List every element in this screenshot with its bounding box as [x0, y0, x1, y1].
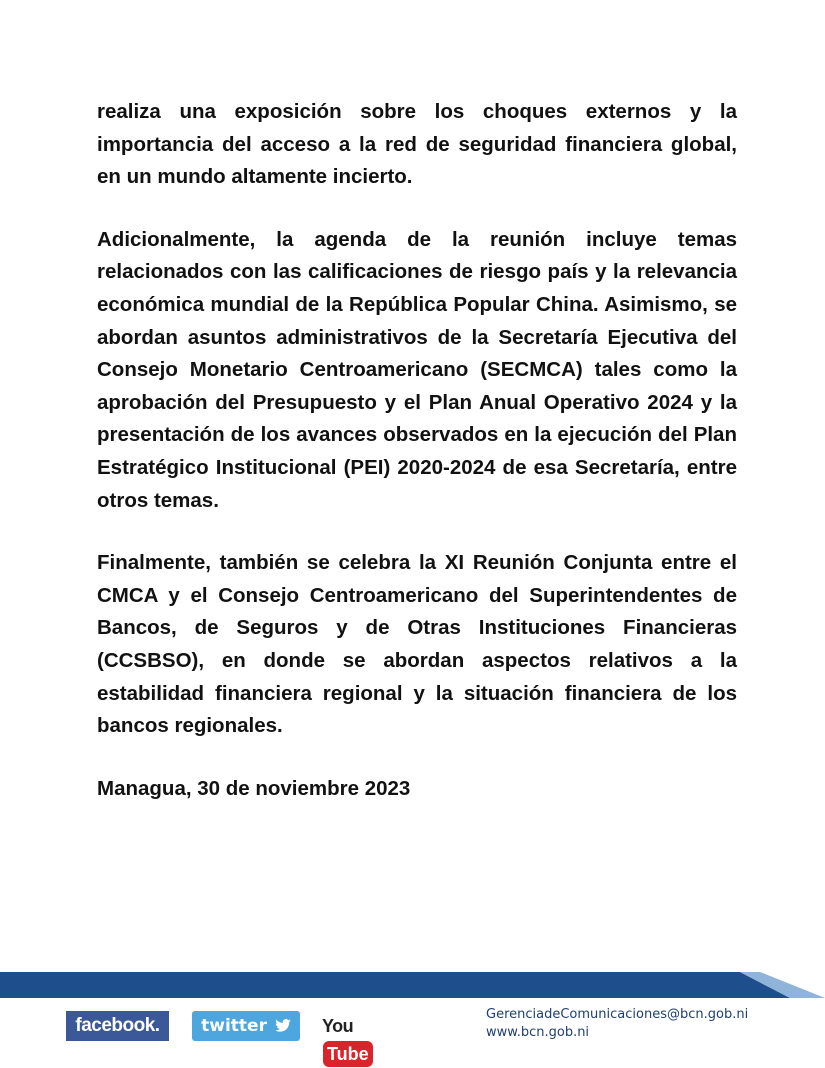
contact-email[interactable]: GerenciadeComunicaciones@bcn.gob.ni: [486, 1007, 749, 1022]
paragraph-2: Adicionalmente, la agenda de la reunión incluye temas relacionados con las calificaciones de riesgo país y la relevancia económica mundial de la República Popular China. Asimismo, se abordan asuntos administrativos de la Secretaría Ejecutiva del Consejo Monetario Centroamericano (SECMCA) tales como la aprobación del Presupuesto y el Plan Anual Operativo 2024 y la presentación de los avances observados en la ejecución del Plan Estratégico Institucional (PEI) 2020-2024 de esa Secretaría, entre otros temas.: [97, 227, 737, 512]
footer-band-dark: [0, 972, 790, 998]
dateline: Managua, 30 de noviembre 2023: [97, 776, 411, 800]
twitter-logo-icon[interactable]: [192, 1011, 300, 1041]
twitter-label: twitter: [201, 1016, 267, 1036]
youtube-you-label: You: [322, 1016, 354, 1036]
youtube-tube-label: Tube: [323, 1041, 373, 1067]
footer-band: [0, 972, 825, 1002]
contact-info: [486, 1006, 806, 1042]
twitter-bird-icon: [275, 1019, 291, 1032]
contact-website[interactable]: www.bcn.gob.ni: [486, 1025, 590, 1040]
paragraph-3: Finalmente, también se celebra la XI Reunión Conjunta entre el CMCA y el Consejo Centroamericano del Superintendentes de Bancos, de Seguros y de Otras Instituciones Financieras (CCSBSO), en donde se abordan aspectos relativos a la estabilidad financiera regional y la situación financiera de los bancos regionales.: [97, 551, 737, 738]
paragraph-1: realiza una exposición sobre los choques externos y la importancia del acceso a la red de seguridad financiera global, en un mundo altamente incierto.: [97, 100, 737, 189]
footer: [0, 1003, 825, 1068]
document-body: [97, 96, 737, 805]
youtube-logo-icon[interactable]: [322, 1012, 392, 1064]
facebook-logo-icon[interactable]: facebook.: [66, 1011, 169, 1041]
